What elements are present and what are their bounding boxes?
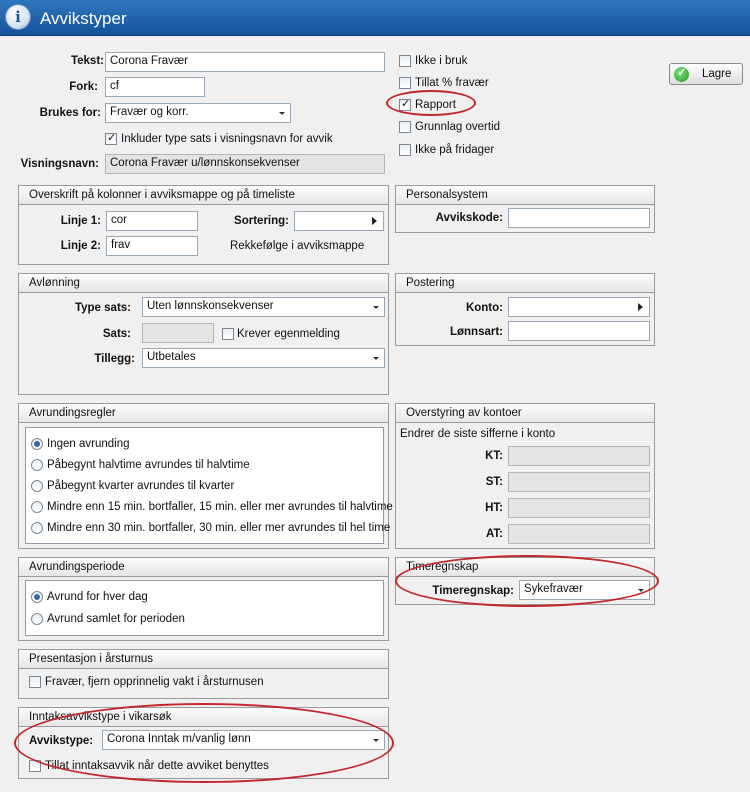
avrunding-radio-halvtime[interactable] — [31, 459, 43, 471]
avvikskode-label: Avvikskode: — [435, 212, 503, 224]
brukes-for-label: Brukes for: — [39, 107, 101, 119]
chevron-right-icon — [638, 303, 643, 311]
check-icon: ✓ — [107, 132, 117, 144]
st-input — [508, 472, 650, 492]
lonnsart-label: Lønnsart: — [449, 326, 503, 338]
avlonning-group — [18, 273, 389, 395]
timeregnskap-highlight-ring — [395, 555, 659, 607]
grunnlag-overtid-label: Grunnlag overtid — [415, 121, 501, 133]
window-titlebar — [0, 0, 750, 36]
rapport-highlight-ring — [386, 90, 476, 116]
type-sats-select[interactable] — [142, 297, 385, 317]
avrunding-option-label: Påbegynt halvtime avrundes til halvtime — [47, 459, 250, 471]
tillat-inntaksavvik-label: Tillat inntaksavvik når dette avviket benyttes — [45, 760, 269, 772]
visningsnavn-label: Visningsnavn: — [20, 158, 99, 170]
rekkefolge-text: Rekkefølge i avviksmappe — [230, 240, 365, 252]
info-icon: i — [6, 5, 30, 29]
avrunding-radio-ingen[interactable] — [31, 438, 43, 450]
fravaer-fjern-vakt-checkbox[interactable] — [29, 676, 41, 688]
timeregnskap-value: Sykefravær — [524, 583, 583, 595]
inntak-group-title: Inntaksavvikstype i vikarsøk — [19, 708, 388, 727]
overstyring-group — [395, 403, 655, 549]
avrundingsregler-group-title: Avrundingsregler — [19, 404, 388, 423]
check-icon: ✓ — [401, 98, 411, 110]
periode-option-label: Avrund for hver dag — [47, 591, 148, 603]
avrunding-radio-15min[interactable] — [31, 501, 43, 513]
overstyring-group-title: Overstyring av kontoer — [396, 404, 654, 423]
avrundingsregler-options — [25, 427, 393, 544]
ikke-paa-fridager-label: Ikke på fridager — [415, 144, 495, 156]
avrundingsperiode-group — [18, 557, 389, 641]
periode-radio-samlet[interactable] — [31, 613, 43, 625]
brukes-for-select[interactable] — [105, 103, 291, 123]
rapport-label: Rapport — [415, 99, 456, 111]
personalsystem-group — [395, 185, 655, 233]
chevron-down-icon — [373, 357, 379, 360]
sats-label: Sats: — [102, 328, 131, 340]
brukes-for-value: Fravær og korr. — [110, 106, 189, 118]
ht-input — [508, 498, 650, 518]
avlonning-group-title: Avlønning — [19, 274, 388, 293]
chevron-right-icon — [372, 217, 377, 225]
tillegg-label: Tillegg: — [94, 353, 135, 365]
avrunding-option-label: Mindre enn 30 min. bortfaller, 30 min. eller mer avrundes til hel time — [47, 522, 391, 534]
ikke-paa-fridager-checkbox[interactable] — [399, 144, 411, 156]
avrundingsperiode-group-title: Avrundingsperiode — [19, 558, 388, 577]
sats-input[interactable] — [142, 323, 214, 343]
type-sats-label: Type sats: — [74, 302, 131, 314]
tillegg-value: Utbetales — [147, 351, 196, 363]
avvikstype-label: Avvikstype: — [29, 735, 94, 747]
ikke-i-bruk-checkbox[interactable] — [399, 55, 411, 67]
save-button-label: Lagre — [702, 68, 732, 80]
fravaer-fjern-vakt-label: Fravær, fjern opprinnelig vakt i årsturnusen — [45, 676, 264, 688]
periode-option-label: Avrund samlet for perioden — [47, 613, 185, 625]
tillat-prosent-fravaer-checkbox[interactable] — [399, 77, 411, 89]
radio-dot — [34, 594, 40, 600]
fork-label: Fork: — [69, 81, 98, 93]
inkluder-label: Inkluder type sats i visningsnavn for avvik — [121, 133, 333, 145]
timeregnskap-group-title: Timeregnskap — [396, 558, 654, 577]
postering-group-title: Postering — [396, 274, 654, 293]
avrundingsregler-group — [18, 403, 393, 549]
timeregnskap-label: Timeregnskap: — [432, 585, 514, 597]
kt-label: KT: — [485, 450, 503, 462]
linje2-input[interactable]: frav — [106, 236, 198, 256]
postering-group — [395, 273, 655, 346]
checkmark-icon: ✓ — [674, 67, 689, 82]
at-input — [508, 524, 650, 544]
overskrift-group — [18, 185, 389, 265]
tekst-input[interactable]: Corona Fravær — [105, 52, 385, 72]
linje2-label: Linje 2: — [60, 240, 101, 252]
tekst-label: Tekst: — [70, 55, 104, 67]
presentasjon-group — [18, 649, 389, 699]
tillegg-select[interactable] — [142, 348, 385, 368]
linje1-label: Linje 1: — [60, 215, 101, 227]
konto-select[interactable] — [508, 297, 650, 317]
save-button[interactable] — [669, 63, 743, 85]
sortering-label: Sortering: — [234, 215, 289, 227]
avrunding-option-label: Ingen avrunding — [47, 438, 130, 450]
avrunding-radio-30min[interactable] — [31, 522, 43, 534]
avvikstype-value: Corona Inntak m/vanlig lønn — [107, 733, 251, 745]
avrunding-radio-kvarter[interactable] — [31, 480, 43, 492]
krever-egenmelding-checkbox[interactable] — [222, 328, 234, 340]
avrunding-option-label: Mindre enn 15 min. bortfaller, 15 min. eller mer avrundes til halvtime — [47, 501, 393, 513]
type-sats-value: Uten lønnskonsekvenser — [147, 300, 274, 312]
ht-label: HT: — [485, 502, 503, 514]
personalsystem-group-title: Personalsystem — [396, 186, 654, 205]
avrundingsperiode-options — [25, 580, 384, 636]
linje1-input[interactable]: cor — [106, 211, 198, 231]
grunnlag-overtid-checkbox[interactable] — [399, 121, 411, 133]
st-label: ST: — [485, 476, 503, 488]
radio-dot — [34, 441, 40, 447]
avrunding-option-label: Påbegynt kvarter avrundes til kvarter — [47, 480, 235, 492]
krever-egenmelding-label: Krever egenmelding — [237, 328, 340, 340]
tillat-prosent-fravaer-label: Tillat % fravær — [415, 77, 489, 89]
kt-input — [508, 446, 650, 466]
avvikskode-input[interactable] — [508, 208, 650, 228]
ikke-i-bruk-label: Ikke i bruk — [415, 55, 468, 67]
inntak-highlight-ring — [14, 703, 394, 783]
presentasjon-group-title: Presentasjon i årsturnus — [19, 650, 388, 669]
inkluder-checkbox[interactable] — [105, 133, 117, 145]
periode-radio-hver-dag[interactable] — [31, 591, 43, 603]
lonnsart-input[interactable] — [508, 321, 650, 341]
overstyring-description: Endrer de siste sifferne i konto — [400, 428, 556, 440]
chevron-down-icon — [279, 112, 285, 115]
fork-input[interactable]: cf — [105, 77, 205, 97]
at-label: AT: — [485, 528, 503, 540]
overskrift-group-title: Overskrift på kolonner i avviksmappe og på timeliste — [19, 186, 388, 205]
chevron-down-icon — [373, 306, 379, 309]
sortering-select[interactable] — [294, 211, 384, 231]
konto-label: Konto: — [465, 302, 503, 314]
visningsnavn-input: Corona Fravær u/lønnskonsekvenser — [105, 154, 385, 174]
window-title: Avvikstyper — [40, 9, 127, 28]
